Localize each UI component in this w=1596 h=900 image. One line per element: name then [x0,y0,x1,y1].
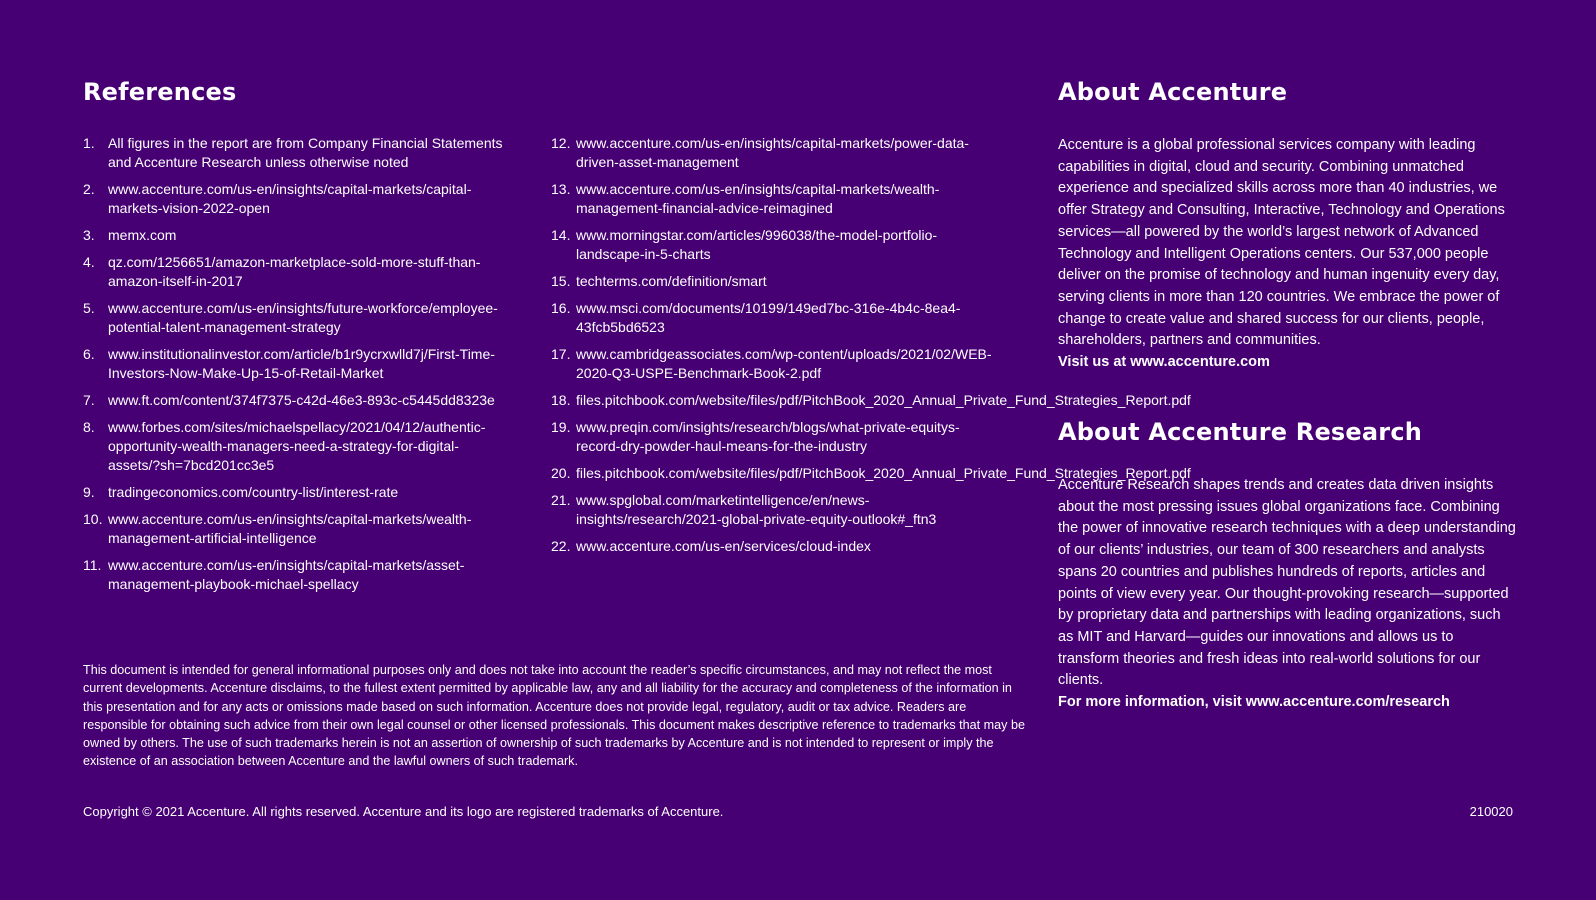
about-research-heading: About Accenture Research [1058,418,1423,446]
reference-number: 10. [83,511,103,527]
reference-link[interactable]: www.forbes.com/sites/michaelspellacy/2021/04/12/authentic-opportunity-wealth-managers-need-a-strategy-for-digital-assets/?sh=7bcd201cc3e5 [108,419,486,473]
reference-item [83,134,503,172]
reference-item[interactable] [551,299,996,337]
visit-accenture-link[interactable]: Visit us at www.accenture.com [1058,354,1270,371]
reference-link[interactable]: qz.com/1256651/amazon-marketplace-sold-more-stuff-than-amazon-itself-in-2017 [108,254,481,289]
copyright-notice: Copyright © 2021 Accenture. All rights reserved. Accenture and its logo are registered trademarks of Accenture. [83,804,724,819]
about-accenture-body: Accenture is a global professional services company with leading capabilities in digital, cloud and security. Combining unmatched experience and specialized skills across more than 40 industries, we offer Strategy and Consulting, Interactive, Technology and Operations services—all powered by the world’s largest network of Advanced Technology and Intelligent Operations centers. Our 537,000 people deliver on the promise of technology and human ingenuity every day, serving clients in more than 120 countries. We embrace the power of change to create value and shared success for our clients, people, shareholders, partners and communities. [1058,137,1505,349]
reference-item[interactable] [551,226,996,264]
reference-item[interactable] [551,491,996,529]
reference-item[interactable] [551,391,1191,410]
reference-number: 16. [551,300,571,316]
reference-item[interactable] [551,134,996,172]
reference-number: 11. [83,557,102,573]
reference-item[interactable] [83,299,503,337]
reference-number: 2. [83,181,95,197]
reference-number: 7. [83,392,95,408]
reference-item[interactable] [83,418,503,475]
reference-number: 3. [83,227,95,243]
reference-link[interactable]: files.pitchbook.com/website/files/pdf/PitchBook_2020_Annual_Private_Fund_Strategies_Report.pdf [576,465,1191,481]
reference-item[interactable] [83,391,503,410]
reference-link[interactable]: techterms.com/definition/smart [576,273,767,289]
reference-number: 15. [551,273,571,289]
research-info-link[interactable]: For more information, visit www.accenture.com/research [1058,694,1450,711]
reference-link[interactable]: www.accenture.com/us-en/insights/future-workforce/employee-potential-talent-management-strategy [108,300,498,335]
reference-link[interactable]: www.accenture.com/us-en/insights/capital-markets/capital-markets-vision-2022-open [108,181,472,216]
reference-number: 4. [83,254,95,270]
reference-link[interactable]: memx.com [108,227,177,243]
reference-link[interactable]: www.accenture.com/us-en/insights/capital-markets/wealth-management-artificial-intelligence [108,511,472,546]
about-accenture-heading: About Accenture [1058,78,1288,106]
reference-link[interactable]: www.accenture.com/us-en/insights/capital-markets/power-data-driven-asset-management [576,135,969,170]
reference-item[interactable] [83,253,503,291]
reference-link[interactable]: www.accenture.com/us-en/services/cloud-index [576,538,871,554]
reference-item[interactable] [551,272,996,291]
reference-link[interactable]: www.cambridgeassociates.com/wp-content/uploads/2021/02/WEB-2020-Q3-USPE-Benchmark-Book-2.pdf [576,346,992,381]
reference-number: 13. [551,181,571,197]
reference-number: 21. [551,492,571,508]
reference-item[interactable] [551,464,1191,483]
reference-item[interactable] [83,345,503,383]
reference-item[interactable] [551,418,996,456]
reference-item[interactable] [83,226,503,245]
reference-link[interactable]: www.preqin.com/insights/research/blogs/what-private-equitys-record-dry-powder-haul-means-for-the-industry [576,419,960,454]
reference-number: 14. [551,227,571,243]
reference-item[interactable] [83,510,503,548]
about-research-section [1058,475,1518,714]
reference-link[interactable]: files.pitchbook.com/website/files/pdf/PitchBook_2020_Annual_Private_Fund_Strategies_Report.pdf [576,392,1191,408]
reference-link[interactable]: www.morningstar.com/articles/996038/the-model-portfolio-landscape-in-5-charts [576,227,938,262]
reference-item[interactable] [83,556,503,594]
reference-number: 20. [551,465,571,481]
reference-link[interactable]: www.accenture.com/us-en/insights/capital-markets/wealth-management-financial-advice-reimagined [576,181,940,216]
reference-number: 17. [551,346,571,362]
reference-item[interactable] [551,345,996,383]
reference-number: 19. [551,419,571,435]
reference-text: All figures in the report are from Company Financial Statements and Accenture Research unless otherwise noted [108,135,503,170]
reference-link[interactable]: www.ft.com/content/374f7375-c42d-46e3-893c-c5445dd8323e [108,392,495,408]
reference-item[interactable] [551,537,996,556]
reference-link[interactable]: tradingeconomics.com/country-list/interest-rate [108,484,399,500]
reference-number: 5. [83,300,95,316]
reference-link[interactable]: www.institutionalinvestor.com/article/b1r9ycrxwlld7j/First-Time-Investors-Now-Make-Up-15-of-Retail-Market [108,346,495,381]
document-number: 210020 [1469,804,1513,819]
reference-number: 6. [83,346,95,362]
about-accenture-section [1058,135,1518,374]
reference-number: 9. [83,484,95,500]
reference-link[interactable]: www.accenture.com/us-en/insights/capital-markets/asset-management-playbook-michael-spellacy [108,557,465,592]
reference-item[interactable] [551,180,996,218]
reference-number: 12. [551,135,571,151]
disclaimer-text: This document is intended for general informational purposes only and does not take into account the reader’s specific circumstances, and may not reflect the most current developments. Accenture disclaims, to the fullest extent permitted by applicable law, any and all liability for the accuracy and completeness of the information in this presentation and for any acts or omissions made based on such information. Accenture does not provide legal, regulatory, audit or tax advice. Readers are responsible for obtaining such advice from their own legal counsel or other licensed professionals. This document makes descriptive reference to trademarks that may be owned by others. The use of such trademarks herein is not an assertion of ownership of such trademarks by Accenture and is not intended to represent or imply the existence of an association between Accenture and the lawful owners of such trademark. [83,663,1025,769]
reference-link[interactable]: www.spglobal.com/marketintelligence/en/news-insights/research/2021-global-private-equity-outlook#_ftn3 [576,492,937,527]
reference-number: 18. [551,392,571,408]
reference-number: 1. [83,135,95,151]
references-heading: References [83,78,237,106]
about-research-body: Accenture Research shapes trends and creates data driven insights about the most pressing issues global organizations face. Combining the power of innovative research techniques with a deep understanding of our clients’ industries, our team of 300 researchers and analysts spans 20 countries and publishes hundreds of reports, articles and points of view every year. Our thought-provoking research—supported by proprietary data and partnerships with leading organizations, such as MIT and Harvard—guides our innovations and allows us to transform theories and fresh ideas into real-world solutions for our clients. [1058,477,1516,689]
reference-number: 8. [83,419,95,435]
reference-item[interactable] [83,483,503,502]
reference-link[interactable]: www.msci.com/documents/10199/149ed7bc-316e-4b4c-8ea4-43fcb5bd6523 [576,300,961,335]
reference-item[interactable] [83,180,503,218]
reference-number: 22. [551,538,571,554]
references-list-left [83,134,503,602]
